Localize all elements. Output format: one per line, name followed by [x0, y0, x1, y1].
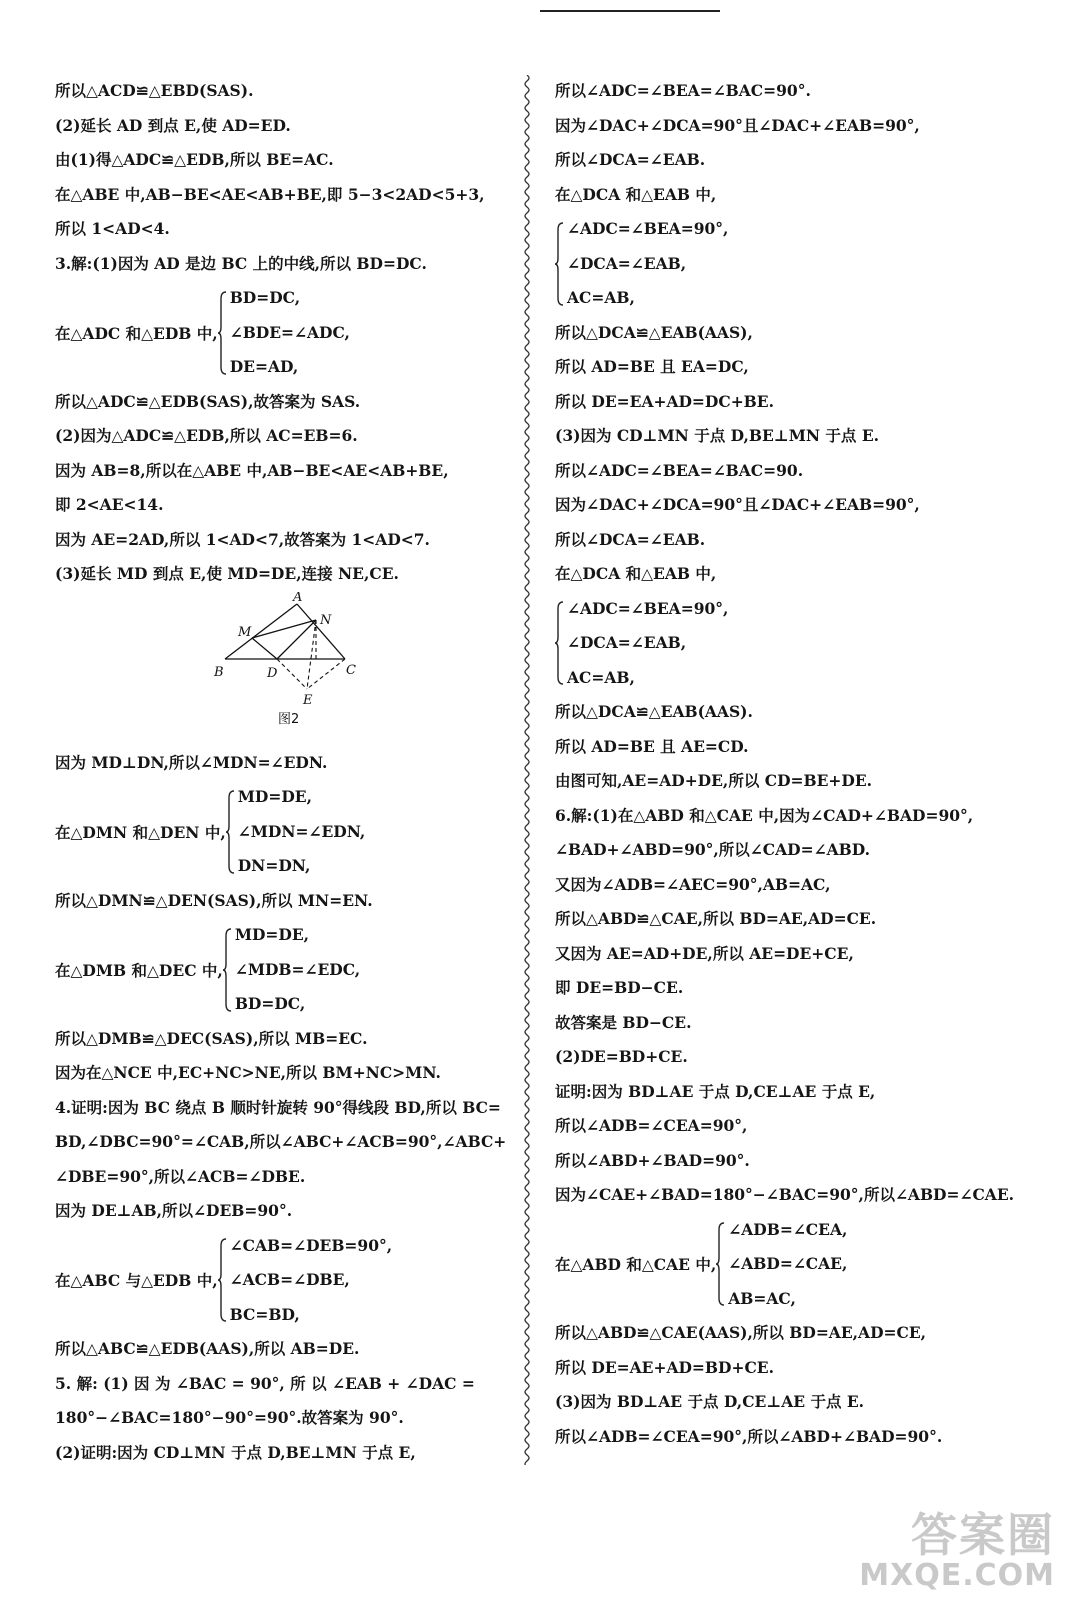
- text-line: (3)因为 BD⊥AE 于点 D,CE⊥AE 于点 E.: [555, 1392, 865, 1411]
- text-line: (2)因为△ADC≌△EDB,所以 AC=EB=6.: [55, 426, 358, 445]
- triangle-diagram: [205, 592, 375, 744]
- watermark-url: MXQE.COM: [859, 1558, 1055, 1593]
- geometry-figure: [55, 592, 525, 746]
- text-line: 在△DCA 和△EAB 中,: [555, 184, 717, 204]
- text-line: 证明:因为 BD⊥AE 于点 D,CE⊥AE 于点 E,: [555, 1081, 876, 1101]
- system-row: AB=AC,: [728, 1288, 796, 1308]
- text-line: 所以∠ADB=∠CEA=90°,: [555, 1116, 748, 1135]
- text-line: 所以△DMB≌△DEC(SAS),所以 MB=EC.: [55, 1028, 368, 1048]
- text-line: 在△DCA 和△EAB 中,: [555, 564, 717, 583]
- system-lead: 在△ADC 和△EDB 中,: [55, 323, 218, 343]
- system-row: AC=AB,: [567, 288, 635, 307]
- text-line: 所以 AD=BE 且 AE=CD.: [555, 736, 749, 756]
- text-line: 所以△DCA≌△EAB(AAS),: [555, 322, 753, 342]
- system-lead: 在△DMB 和△DEC 中,: [55, 960, 223, 980]
- brace-icon: [218, 291, 227, 375]
- vertex-label-m: M: [238, 624, 252, 640]
- brace-icon: [555, 601, 564, 685]
- text-line: 因为 MD⊥DN,所以∠MDN=∠EDN.: [55, 752, 328, 772]
- brace-icon: [555, 222, 564, 306]
- text-line: 因为在△NCE 中,EC+NC>NE,所以 BM+NC>MN.: [55, 1063, 441, 1082]
- text-line: 所以△ADC≌△EDB(SAS),故答案为 SAS.: [55, 391, 361, 411]
- text-line: 故答案是 BD−CE.: [555, 1012, 692, 1032]
- text-line: 所以△ACD≌△EBD(SAS).: [55, 81, 254, 100]
- text-line: 所以∠ADC=∠BEA=∠BAC=90.: [555, 460, 804, 480]
- vertex-label-b: B: [214, 664, 224, 680]
- system-lead: 在△ABD 和△CAE 中,: [555, 1255, 717, 1275]
- text-line: (2)延长 AD 到点 E,使 AD=ED.: [55, 115, 291, 135]
- vertex-label-c: C: [346, 662, 356, 678]
- header-rule: [540, 10, 720, 12]
- text-line: 即 2<AE<14.: [55, 495, 164, 514]
- text-line: 所以∠ABD+∠BAD=90°.: [555, 1150, 750, 1170]
- text-line: 所以∠DCA=∠EAB.: [555, 529, 706, 549]
- equation-system: [555, 592, 1030, 696]
- text-line: 所以△DMN≌△DEN(SAS),所以 MN=EN.: [55, 890, 373, 910]
- equation-system: [555, 1213, 1030, 1317]
- system-row: DN=DN,: [237, 856, 311, 875]
- text-line: 又因为∠ADB=∠AEC=90°,AB=AC,: [555, 874, 831, 894]
- text-line: ∠DBE=90°,所以∠ACB=∠DBE.: [55, 1166, 306, 1186]
- text-line: 所以 DE=EA+AD=DC+BE.: [555, 391, 774, 411]
- system-lead: 在△ABC 与△EDB 中,: [55, 1271, 218, 1291]
- equation-system: [555, 212, 1030, 316]
- system-row: ∠CAB=∠DEB=90°,: [229, 1235, 393, 1255]
- system-row: MD=DE,: [237, 787, 312, 806]
- text-line: 由(1)得△ADC≌△EDB,所以 BE=AC.: [55, 150, 334, 169]
- system-row: ∠ADC=∠BEA=90°,: [567, 598, 729, 618]
- left-column: [55, 74, 525, 1470]
- text-line: (3)因为 CD⊥MN 于点 D,BE⊥MN 于点 E.: [555, 426, 880, 445]
- equation-system: [55, 918, 525, 1022]
- text-line: 又因为 AE=AD+DE,所以 AE=DE+CE,: [555, 943, 854, 963]
- text-line: 所以 DE=AE+AD=BD+CE.: [555, 1357, 774, 1377]
- text-line: 所以 AD=BE 且 EA=DC,: [555, 357, 749, 376]
- text-line: 即 DE=BD−CE.: [555, 978, 684, 997]
- question-3-heading: 3.解:(1)因为 AD 是边 BC 上的中线,所以 BD=DC.: [55, 253, 427, 273]
- system-row: AC=AB,: [567, 667, 635, 687]
- text-line: 所以∠ADB=∠CEA=90°,所以∠ABD+∠BAD=90°.: [555, 1426, 943, 1446]
- text-line: 因为 DE⊥AB,所以∠DEB=90°.: [55, 1201, 293, 1220]
- text-line: 所以△ABD≌△CAE(AAS),所以 BD=AE,AD=CE,: [555, 1323, 927, 1342]
- brace-icon: [716, 1222, 725, 1306]
- system-row: BD=DC,: [234, 994, 306, 1013]
- system-row: ∠ADB=∠CEA,: [728, 1219, 848, 1239]
- text-line: 所以△ABC≌△EDB(AAS),所以 AB=DE.: [55, 1339, 360, 1358]
- system-row: ∠ACB=∠DBE,: [229, 1270, 350, 1289]
- system-row: ∠DCA=∠EAB,: [567, 253, 687, 273]
- brace-icon: [226, 790, 235, 874]
- system-row: ∠ABD=∠CAE,: [728, 1254, 848, 1273]
- text-line: (2)证明:因为 CD⊥MN 于点 D,BE⊥MN 于点 E,: [55, 1442, 416, 1462]
- right-column: [555, 74, 1030, 1454]
- equation-system: [55, 1229, 525, 1333]
- system-row: BD=DC,: [229, 288, 301, 307]
- text-line: 由图可知,AE=AD+DE,所以 CD=BE+DE.: [555, 771, 873, 790]
- system-row: ∠ADC=∠BEA=90°,: [567, 219, 729, 238]
- system-row: ∠MDN=∠EDN,: [237, 821, 366, 841]
- system-row: ∠MDB=∠EDC,: [234, 959, 361, 979]
- text-line: 因为∠DAC+∠DCA=90°且∠DAC+∠EAB=90°,: [555, 115, 920, 135]
- equation-system: [55, 780, 525, 884]
- vertex-label-n: N: [320, 612, 332, 628]
- system-row: MD=DE,: [234, 925, 310, 944]
- system-row: DE=AD,: [229, 357, 299, 376]
- question-6-heading: 6.解:(1)在△ABD 和△CAE 中,因为∠CAD+∠BAD=90°,: [555, 805, 974, 825]
- system-row: BC=BD,: [229, 1304, 300, 1324]
- text-line: 所以∠ADC=∠BEA=∠BAC=90°.: [555, 81, 811, 100]
- figure-caption: 图2: [278, 711, 300, 727]
- vertex-label-e: E: [303, 692, 313, 708]
- brace-icon: [218, 1238, 227, 1322]
- text-line: 因为∠DAC+∠DCA=90°且∠DAC+∠EAB=90°,: [555, 495, 920, 514]
- text-line: 因为 AB=8,所以在△ABE 中,AB−BE<AE<AB+BE,: [55, 460, 449, 480]
- text-line: ∠BAD+∠ABD=90°,所以∠CAD=∠ABD.: [555, 840, 870, 859]
- text-line: 因为 AE=2AD,所以 1<AD<7,故答案为 1<AD<7.: [55, 529, 430, 549]
- text-line: 在△ABE 中,AB−BE<AE<AB+BE,即 5−3<2AD<5+3,: [55, 184, 485, 204]
- text-line: 所以△DCA≌△EAB(AAS).: [555, 702, 753, 721]
- text-line: 所以 1<AD<4.: [55, 219, 170, 238]
- watermark-title: 答案圈: [911, 1508, 1055, 1562]
- watermark-logo: [859, 1510, 1055, 1592]
- text-line: 因为∠CAE+∠BAD=180°−∠BAC=90°,所以∠ABD=∠CAE.: [555, 1185, 1015, 1204]
- system-row: ∠BDE=∠ADC,: [229, 322, 350, 342]
- text-line: 180°−∠BAC=180°−90°=90°.故答案为 90°.: [55, 1408, 404, 1427]
- question-4-heading: 4.证明:因为 BC 绕点 B 顺时针旋转 90°得线段 BD,所以 BC=: [55, 1097, 501, 1117]
- system-lead: 在△DMN 和△DEN 中,: [55, 822, 226, 842]
- equation-system: [55, 281, 525, 385]
- text-line: (3)延长 MD 到点 E,使 MD=DE,连接 NE,CE.: [55, 564, 399, 583]
- question-5-heading: 5. 解: (1) 因 为 ∠BAC = 90°, 所 以 ∠EAB + ∠DAC =: [55, 1373, 475, 1393]
- text-line: BD,∠DBC=90°=∠CAB,所以∠ABC+∠ACB=90°,∠ABC+: [55, 1132, 507, 1151]
- vertex-label-d: D: [267, 665, 278, 681]
- system-row: ∠DCA=∠EAB,: [567, 633, 687, 652]
- text-line: 所以∠DCA=∠EAB.: [555, 150, 706, 169]
- text-line: 所以△ABD≌△CAE,所以 BD=AE,AD=CE.: [555, 909, 877, 928]
- text-line: (2)DE=BD+CE.: [555, 1047, 688, 1066]
- vertex-label-a: A: [293, 591, 303, 605]
- brace-icon: [223, 928, 232, 1012]
